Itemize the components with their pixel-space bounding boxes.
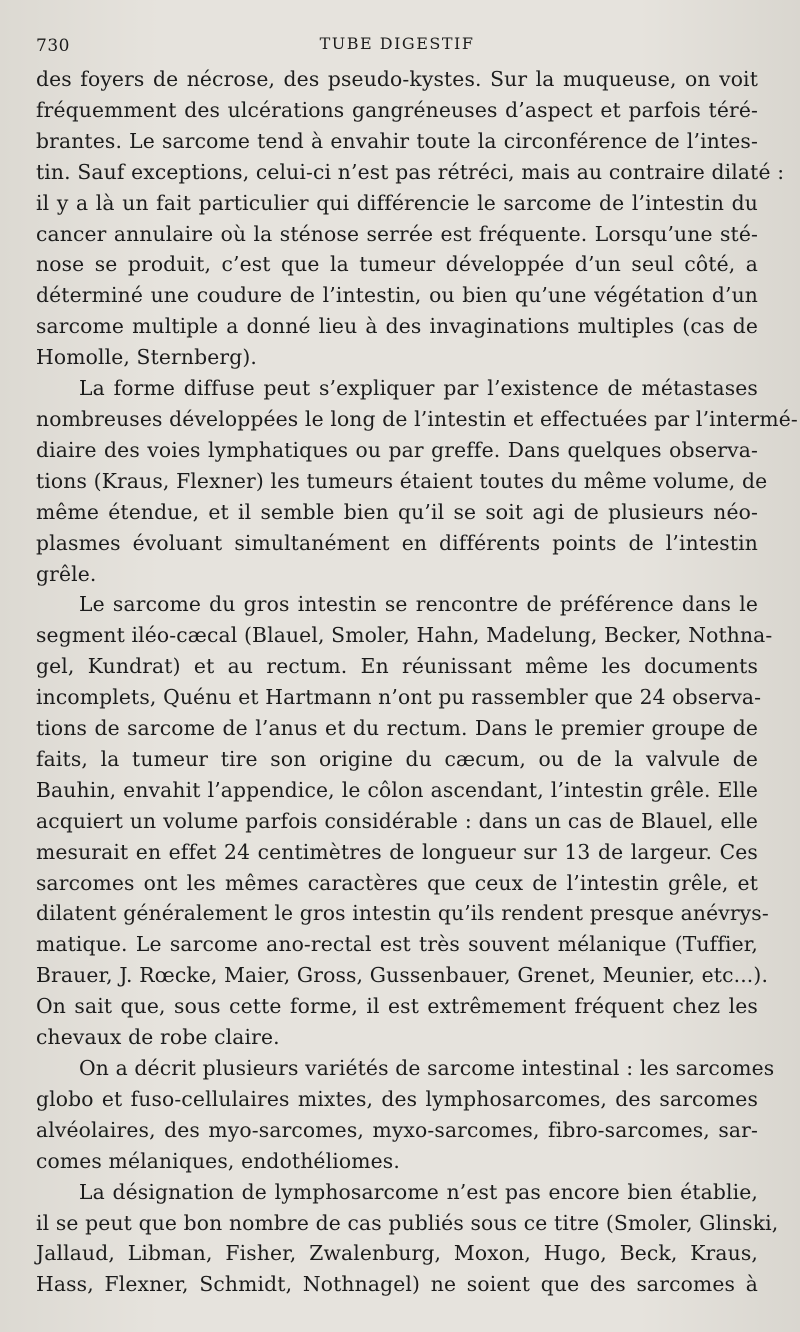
text-line: tin. Sauf exceptions, celui-ci n’est pas rétréci, mais au contraire dilaté : [36, 159, 785, 184]
text-line: dilatent généralement le gros intestin qu’ils rendent presque anévrys- [36, 901, 769, 926]
text-line: brantes. Le sarcome tend à envahir toute la circonférence de l’intes- [36, 128, 758, 153]
text-line: segment iléo-cæcal (Blauel, Smoler, Hahn, Madelung, Becker, Nothna- [36, 623, 773, 648]
text-line: grêle. [36, 561, 97, 586]
text-line: nose se produit, c’est que la tumeur développée d’un seul côté, a [36, 252, 758, 277]
text-line: gel, Kundrat) et au rectum. En réunissant même les documents [36, 654, 758, 679]
text-line: On sait que, sous cette forme, il est extrêmement fréquent chez les [36, 994, 758, 1019]
text-line: tions (Kraus, Flexner) les tumeurs étaient toutes du même volume, de [36, 468, 768, 493]
text-line: même étendue, et il semble bien qu’il se soit agi de plusieurs néo- [36, 499, 758, 524]
text-line: acquiert un volume parfois considérable : dans un cas de Blauel, elle [36, 808, 758, 833]
paragraph-forme-diffuse [36, 373, 798, 589]
text-line: incomplets, Quénu et Hartmann n’ont pu rassembler que 24 observa- [36, 685, 762, 710]
paragraph-continuation [36, 64, 785, 373]
text-line: il y a là un fait particulier qui différencie le sarcome de l’intestin du [36, 190, 758, 215]
running-head [36, 30, 758, 64]
text-line: sarcomes ont les mêmes caractères que ceux de l’intestin grêle, et [36, 870, 758, 895]
text-line: tions de sarcome de l’anus et du rectum. Dans le premier groupe de [36, 716, 758, 741]
text-line: On a décrit plusieurs variétés de sarcome intestinal : les sarcomes [79, 1056, 775, 1080]
text-line: Jallaud, Libman, Fisher, Zwalenburg, Moxon, Hugo, Beck, Kraus, [36, 1241, 758, 1266]
text-line: il se peut que bon nombre de cas publiés sous ce titre (Smoler, Glinski, [36, 1210, 779, 1235]
text-line: alvéolaires, des myo-sarcomes, myxo-sarcomes, fibro-sarcomes, sar- [36, 1117, 758, 1142]
text-line: nombreuses développées le long de l’intestin et effectuées par l’intermé- [36, 406, 798, 431]
text-line: Brauer, J. Rœcke, Maier, Gross, Gussenbauer, Grenet, Meunier, etc...). [36, 963, 769, 988]
text-line: cancer annulaire où la sténose serrée est fréquente. Lorsqu’une sté- [36, 221, 758, 246]
text-line: comes mélaniques, endothéliomes. [36, 1148, 400, 1173]
text-line: faits, la tumeur tire son origine du cæcum, ou de la valvule de [36, 746, 758, 771]
text-line: globo et fuso-cellulaires mixtes, des lymphosarcomes, des sarcomes [36, 1086, 758, 1111]
text-line: des foyers de nécrose, des pseudo-kystes. Sur la muqueuse, on voit [36, 67, 758, 91]
text-line: fréquemment des ulcérations gangréneuses d’aspect et parfois téré- [36, 97, 758, 122]
text-line: plasmes évoluant simultanément en différents points de l’intestin [36, 530, 758, 555]
text-line: mesurait en effet 24 centimètres de longueur sur 13 de largeur. Ces [36, 839, 758, 864]
text-line: La forme diffuse peut s’expliquer par l’existence de métastases [79, 376, 758, 401]
paragraph-varietes [36, 1053, 775, 1177]
text-line: La désignation de lymphosarcome n’est pas encore bien établie, [79, 1179, 758, 1204]
text-line: matique. Le sarcome ano-rectal est très souvent mélanique (Tuffier, [36, 932, 758, 957]
text-line: diaire des voies lymphatiques ou par greffe. Dans quelques observa- [36, 437, 758, 462]
text-line: Hass, Flexner, Schmidt, Nothnagel) ne soient que des sarcomes à [36, 1272, 758, 1297]
text-line: Bauhin, envahit l’appendice, le côlon ascendant, l’intestin grêle. Elle [36, 777, 758, 802]
text-line: Le sarcome du gros intestin se rencontre de préférence dans le [79, 592, 758, 617]
paragraph-lymphosarcome [36, 1177, 779, 1301]
running-title: TUBE DIGESTIF [319, 34, 475, 53]
text-line: chevaux de robe claire. [36, 1025, 280, 1050]
body-text [36, 64, 798, 1300]
page-number: 730 [36, 36, 70, 56]
text-line: déterminé une coudure de l’intestin, ou bien qu’une végétation d’un [36, 283, 758, 308]
paragraph-gros-intestin [36, 589, 773, 1053]
text-line: sarcome multiple a donné lieu à des invaginations multiples (cas de [36, 314, 758, 339]
text-line: Homolle, Sternberg). [36, 345, 258, 370]
